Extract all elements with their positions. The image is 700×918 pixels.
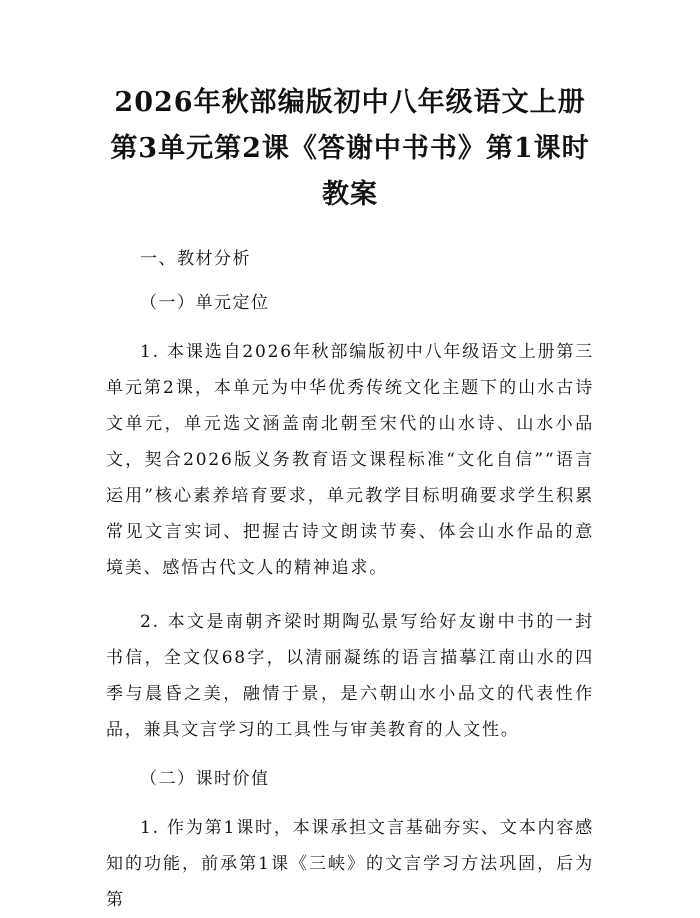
- section-heading-textbook-analysis: 一、教材分析: [140, 249, 251, 269]
- subsection-heading-unit-positioning: （一）单元定位: [140, 293, 270, 313]
- paragraph-lesson-value-1: 1. 作为第1课时，本课承担文言基础夯实、文本内容感知的功能，前承第1课《三峡》的文言学习方法巩固，后为第: [106, 818, 594, 910]
- paragraph-unit-positioning-2: 2. 本文是南朝齐梁时期陶弘景写给好友谢中书的一封书信，全文仅68字，以清丽凝练的语言描摹江南山水的四季与晨昏之美，融情于景，是六朝山水小品文的代表性作品，兼具文言学习的工具性与审美教育的人文性。: [106, 612, 594, 740]
- paragraph-unit-positioning-1: 1. 本课选自2026年秋部编版初中八年级语文上册第三单元第2课，本单元为中华优秀传统文化主题下的山水古诗文单元，单元选文涵盖南北朝至宋代的山水诗、山水小品文，契合2026版义务教育语文课程标准“文化自信”“语言运用”核心素养培育要求，单元教学目标明确要求学生积累常见文言实词、把握古诗文朗读节奏、体会山水作品的意境美、感悟古代文人的精神追求。: [106, 342, 594, 578]
- document-title: 2026年秋部编版初中八年级语文上册第3单元第2课《答谢中书书》第1课时教案: [110, 87, 590, 210]
- subsection-heading-lesson-value: （二）课时价值: [140, 769, 270, 789]
